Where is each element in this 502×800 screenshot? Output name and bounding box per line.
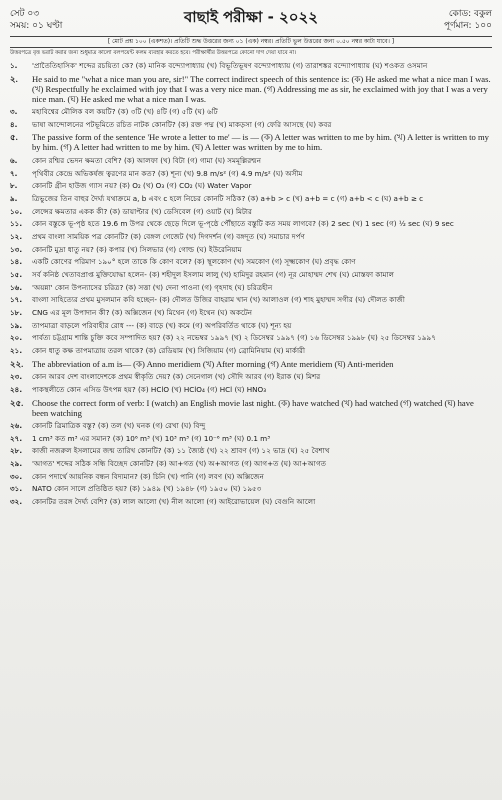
question-number: ৩১. [10, 484, 23, 494]
question-text: 1 cm³ কত m³ এর সমান? (ক) 10⁶ m³ (খ) 10³ m³ (গ) 10⁻⁶ m³ (ঘ) 0.1 m³ [32, 433, 271, 443]
question-item [10, 194, 492, 203]
question-item [10, 421, 492, 430]
marks-label: পূর্ণমান: ১০০ [444, 21, 492, 31]
question-item [10, 359, 492, 369]
question-number: ১৪. [10, 257, 23, 267]
question-text: CNG এর মূল উপাদান কী? (ক) অক্সিজেন (খ) মিথেন (গ) ইথেন (ঘ) অকটেন [32, 308, 253, 318]
question-item [10, 270, 492, 279]
question-number: ২১. [10, 346, 23, 356]
question-text: লেন্সের ক্ষমতার একক কী? (ক) ডায়াপ্টার (খ) ডেসিবেল (গ) ওয়াট (ঘ) মিটার [32, 206, 252, 216]
question-item [10, 74, 492, 104]
question-text: NATO কোন সালে প্রতিষ্ঠিত হয়? (ক) ১৯৪৯ (খ) ১৯৪৮ (গ) ১৯৫০ (ঘ) ১৯৫৩ [32, 484, 262, 494]
question-number: ১২. [10, 231, 23, 241]
question-list [10, 61, 492, 506]
instructions: [ মোট প্রশ্ন ১০০ (একশত)। প্রতিটি শুদ্ধ উত্তরের জন্য ০১ (এক) নম্বর। প্রতিটি ভুল উত্তরের জন্য ০.৫০ নম্বর কাটা যাবে। ] [10, 36, 492, 48]
question-item [10, 219, 492, 228]
question-text: He said to me "what a nice man you are, sir!" The correct indirect speech of this sentence is: (ক) He asked me what a nice man I was. (খ) Respectfully he exclaimed with joy that I was a very nice man. (গ) Addressing me as sir, he exclaimed with joy that I was a very nice man. (ঘ) He asked me what a nice man I was. [32, 73, 491, 104]
question-item [10, 61, 492, 70]
question-number: ২৪. [10, 384, 23, 394]
answer-note: উত্তরপত্রে বৃত্ত ভরাট করার জন্য শুধুমাত্র কালো বলপয়েন্ট কলম ব্যবহার করতে হবে। পরীক্ষার্থীর উত্তরপত্রে কোনো দাগ দেয়া যাবে না। [10, 50, 297, 56]
question-item [10, 283, 492, 292]
question-item [10, 120, 492, 129]
question-number: ২. [10, 73, 18, 84]
question-item [10, 372, 492, 381]
question-item [10, 207, 492, 216]
question-item [10, 459, 492, 468]
question-item [10, 169, 492, 178]
question-number: ৩০. [10, 471, 23, 481]
question-number: ২২. [10, 358, 24, 369]
question-item [10, 446, 492, 455]
question-number: ১৫. [10, 270, 23, 280]
question-text: কোন আরব দেশ বাংলাদেশকে প্রথম স্বীকৃতি দেয়? (ক) সেনেগাল (খ) সৌদি আরব (গ) ইরাক (ঘ) মিশর [32, 372, 321, 382]
question-text: The passive form of the sentence 'He wrote a letter to me' — is — (ক) A letter was written to me by him. (খ) A letter is written to my by him. (গ) A letter had written to me by him. (ঘ) A letter was written by me to him. [32, 132, 489, 153]
question-text: কাজী নজরুল ইসলামের জন্ম তারিখ কোনটি? (ক) ১১ জ্যৈষ্ঠ (খ) ২২ শ্রাবণ (গ) ১২ ভাদ্র (ঘ) ২৫ বৈশাখ [32, 446, 330, 456]
question-text: মহাবিশ্বের মৌলিক বল কয়টি? (ক) ৩টি (খ) ৪টি (গ) ৫টি (ঘ) ৬টি [32, 107, 218, 117]
question-item [10, 295, 492, 304]
question-number: ২৯. [10, 459, 23, 469]
exam-header [10, 8, 492, 32]
question-text: কোন রশ্মির ভেদন ক্ষমতা বেশি? (ক) আলফা (খ) বিটা (গ) গামা (ঘ) সমমূল্লিরশ্মন [32, 155, 262, 165]
question-number: ১৯. [10, 320, 23, 330]
question-item [10, 156, 492, 165]
question-number: ১৭. [10, 295, 23, 305]
question-item [10, 346, 492, 355]
question-number: ৯. [10, 193, 18, 203]
question-item [10, 484, 492, 493]
question-number: ১৩. [10, 244, 23, 254]
question-item [10, 181, 492, 190]
question-number: ১১. [10, 219, 23, 229]
question-number: ৬. [10, 155, 18, 165]
time-label: সময়: ০১ ঘণ্টা [10, 21, 63, 31]
question-text: কোনটি মুদ্রা ধাতু নয়? (ক) কপার (খ) সিলভার (গ) গোল্ড (ঘ) ইউরেনিয়াম [32, 244, 242, 254]
question-number: ৩২. [10, 497, 23, 507]
question-text: কোন ধাতু কক্ষ তাপমাত্রায় তরল থাকে? (ক) রেডিয়াম (খ) সিজিয়াম (গ) ব্রোমিনিয়াম (ঘ) মার্কারী [32, 346, 306, 356]
question-text: সর্ব কনিষ্ঠ খেতাবপ্রাপ্ত মুক্তিযোদ্ধা হলেন- (ক) শহীদুল ইসলাম লালু (খ) হামিদুর রহমান (গ) নূর মোহাম্মদ শেখ (ঘ) মোস্তফা কামাল [32, 270, 394, 280]
question-text: 'আগত' শব্দের সঠিক সন্ধি বিচ্ছেদ কোনটি? (ক) আ+গত (খ) অ+আগত (গ) আগ+ত (ঘ) আ+আগত [32, 459, 327, 469]
question-item [10, 132, 492, 152]
question-text: কোন পদার্থে আয়নিক বন্ধন বিদ্যমান? (ক) চিনি (খ) পানি (গ) লবণ (ঘ) অক্সিজেন [32, 471, 264, 481]
question-text: কোনটি ত্রিমাত্রিক বস্তু? (ক) তল (খ) ঘনক (গ) রেখা (ঘ) বিন্দু [32, 421, 206, 430]
question-text: 'প্রাতৈতিহাসিক' শব্দের রচয়িতা কে? (ক) মানিক বন্দ্যোপাধ্যায় (খ) বিভূতিভূষণ বন্দ্যোপাধ্যায় (গ) তারাশঙ্কর বন্দ্যোপাধ্যায় (ঘ) শওকত ওসমান [32, 61, 428, 70]
question-text: কোন বস্তুকে ভূ-পৃষ্ঠ হতে 19.6 m উপর থেকে ছেড়ে দিলে ভূ-পৃষ্ঠে পৌঁছাতে বস্তুটি কত সময় লাগবে? (ক) 2 sec (খ) 1 sec (গ) ½ sec (ঘ) 9 sec [32, 219, 454, 229]
question-number: ২৮. [10, 446, 23, 456]
question-text: The abbreviation of a.m is— (ক) Anno meridiem (খ) After morning (গ) Ante meridiem (ঘ) Anti-meriden [32, 358, 394, 369]
question-item [10, 398, 492, 418]
question-text: ত্রিভুজের তিন বাহুর দৈর্ঘ্য যথাক্রমে a, b এবং c হলে নিচের কোনটি সঠিক? (ক) a+b > c (খ) a+b = c (গ) a+b < c (ঘ) a+b ≥ c [32, 193, 424, 203]
question-item [10, 385, 492, 394]
question-item [10, 321, 492, 330]
question-number: ৪. [10, 119, 18, 129]
question-item [10, 308, 492, 317]
code-label: কোড: বকুল [448, 9, 492, 19]
question-text: কোনটি গ্রীন হাউজ গ্যাস নয়? (ক) O₂ (খ) O₃ (গ) CO₂ (ঘ) Water Vapor [32, 181, 252, 191]
question-number: ২৩. [10, 372, 23, 382]
header-right [372, 8, 493, 32]
question-text: কোনটির তরঙ্গ দৈর্ঘ্য বেশি? (ক) লাল আলো (খ) নীল আলো (গ) আইরোভায়েল (ঘ) বেগুনি আলো [32, 497, 316, 507]
question-number: ২৭. [10, 433, 23, 443]
question-number: ৮. [10, 181, 18, 191]
question-text: পাকস্থলীতে কোন এসিড উৎপন্ন হয়? (ক) HClO (খ) HClO₄ (গ) HCl (ঘ) HNO₃ [32, 384, 267, 394]
question-number: ২৫. [10, 397, 24, 408]
question-item [10, 107, 492, 116]
question-text: ভাষা আন্দোলনের পটভূমিতে রচিত নাটক কোনটি? (ক) রক্ত পদ্ম (খ) মাকড়সা (গ) ফেরি আসছে (ঘ) কবর [32, 119, 332, 129]
question-item [10, 245, 492, 254]
question-text: বাংলা সাহিত্যের প্রথম মুসলমান কবি হচ্ছেন- (ক) দৌলত উজির বাহরাম খান (খ) আলাওল (গ) শাহ মুহাম্মদ সগীর (ঘ) দৌলত কাজী [32, 295, 405, 305]
question-number: ১০. [10, 206, 23, 216]
question-item [10, 232, 492, 241]
question-number: ২০. [10, 333, 23, 343]
question-text: একটি কোণের পরিমাণ ১৯০° হলে তাকে কি কোণ বলে? (ক) স্থূলকোণ (খ) সমকোণ (গ) সূক্ষ্মকোণ (ঘ) প্রবৃদ্ধ কোণ [32, 257, 356, 267]
question-number: ৩. [10, 107, 18, 117]
question-item [10, 497, 492, 506]
question-text: Choose the correct form of verb: I (watch) an English movie last night. (ক) have watched (খ) had watched (গ) watched (ঘ) have been watching [32, 397, 474, 418]
question-item [10, 257, 492, 266]
question-number: ১৮. [10, 308, 23, 318]
question-number: ১৬. [10, 282, 23, 292]
question-text: পৃথিবীর কেন্দ্রে অভিকর্ষজ ত্বরণের মান কত? (ক) শূন্য (খ) 9.8 m/s² (গ) 4.9 m/s² (ঘ) অসীম [32, 168, 303, 178]
question-number: ৫. [10, 132, 18, 143]
question-number: ১. [10, 61, 18, 70]
question-number: ২৬. [10, 421, 23, 430]
question-number: ৭. [10, 168, 18, 178]
question-item [10, 434, 492, 443]
header-left [10, 8, 131, 32]
question-text: প্রথম বাংলা সাময়িক পত্র কোনটি? (ক) বেঙ্গল গেজেট (খ) দিগদর্শন (গ) বঙ্গদূত (ঘ) সমাচার দর্পণ [32, 231, 305, 241]
question-item [10, 333, 492, 342]
exam-title: বাছাই পরীক্ষা - ২০২২ [183, 8, 319, 26]
set-label: সেট ০৩ [10, 9, 40, 19]
question-text: 'অয়ন্না' কোন উপন্যাসের চরিত্র? (ক) সত্তা (খ) দেনা পাওনা (গ) গৃহদাহ (ঘ) চরিত্রহীন [32, 282, 273, 292]
question-text: তাপমাত্রা বাড়লে পরিবাহীর রোধ --- (ক) বাড়ে (খ) কমে (গ) অপরিবর্তিত থাকে (ঘ) শূন্য হয় [32, 320, 292, 330]
question-item [10, 472, 492, 481]
question-text: পার্বত্য চট্টগ্রাম শান্তি চুক্তি কবে সম্পাদিত হয়? (ক) ২২ নভেম্বর ১৯৯৭ (খ) ২ ডিসেম্বর ১৯৯৭ (গ) ১৬ ডিসেম্বর ১৯৯৮ (ঘ) ২৫ ডিসেম্বর ১৯৯৭ [32, 333, 436, 343]
